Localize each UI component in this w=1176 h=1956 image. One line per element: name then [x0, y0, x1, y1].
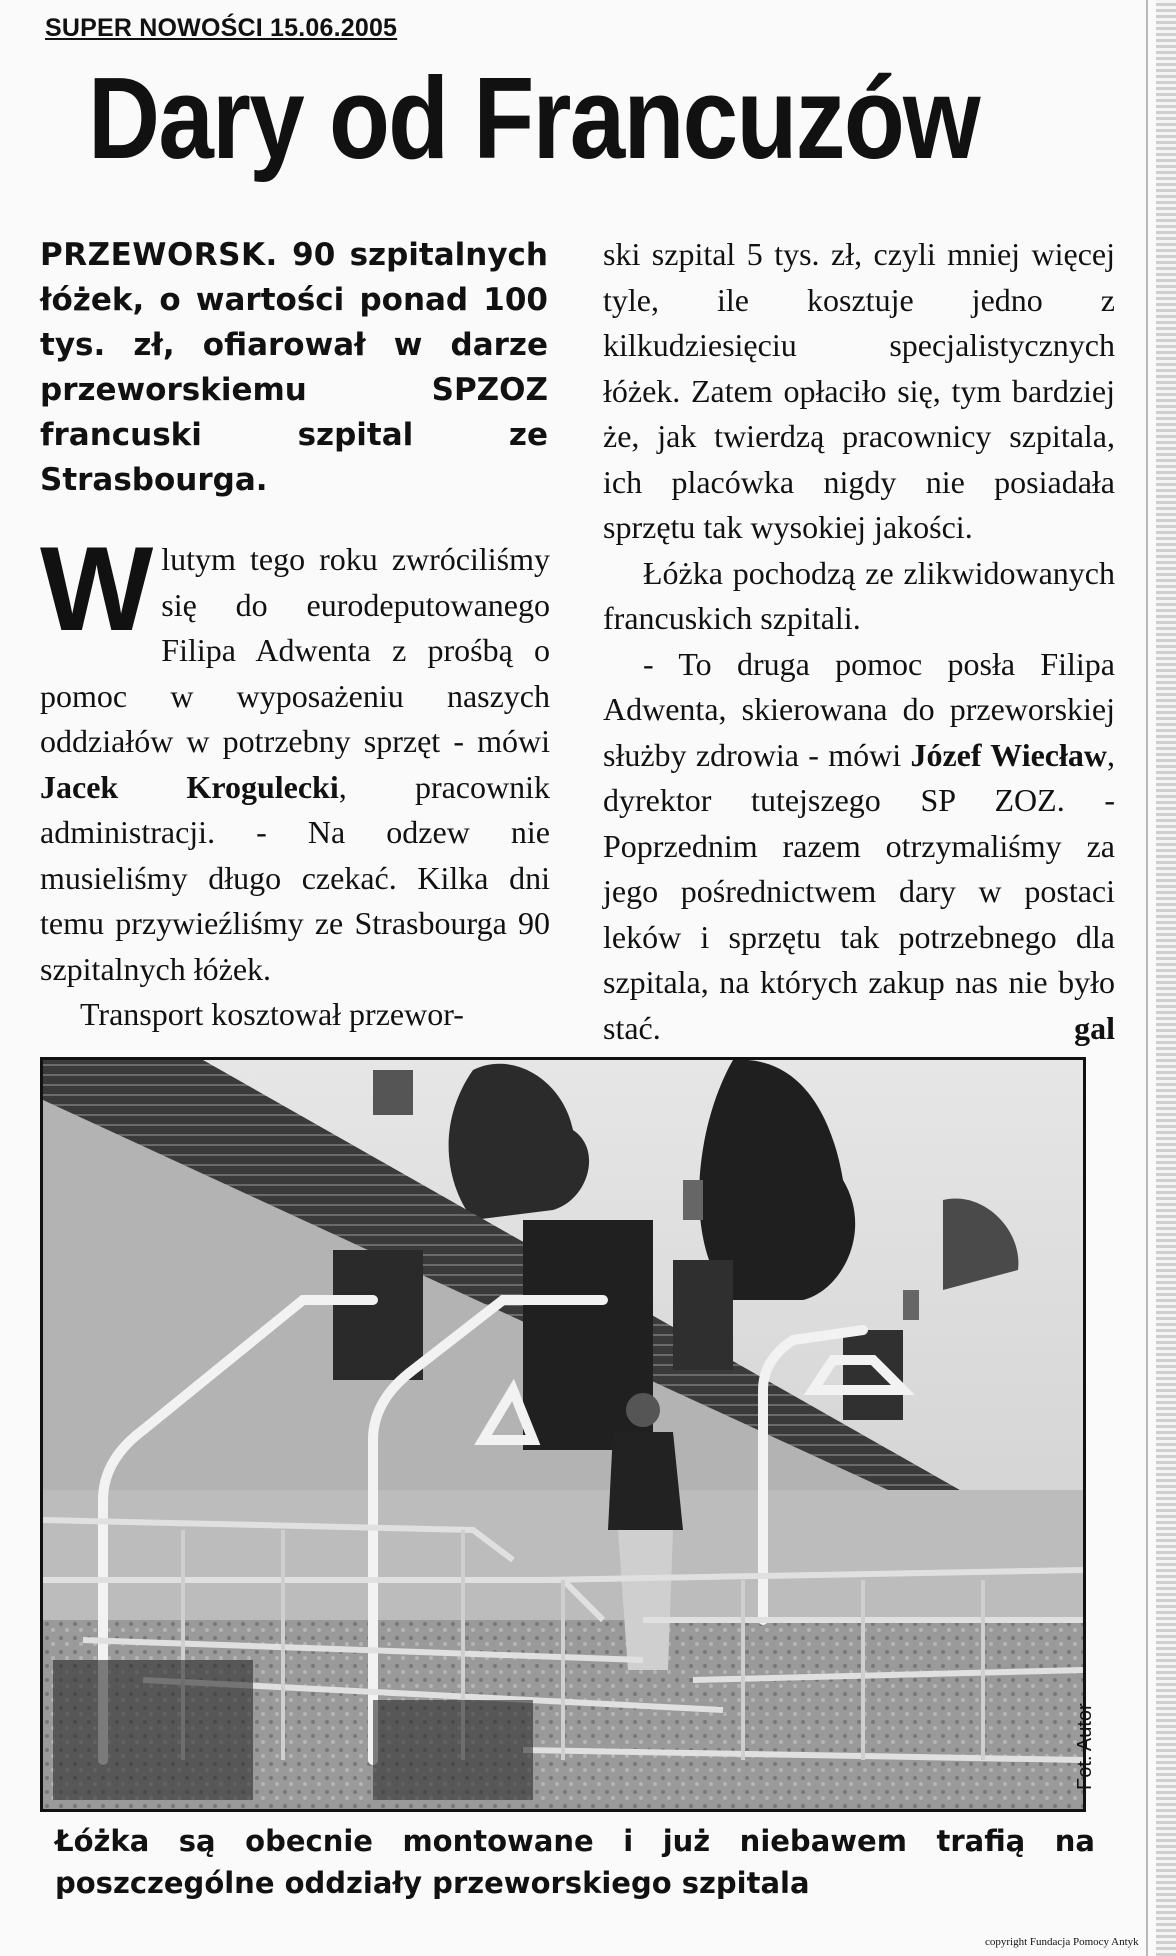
paragraph-1-text-a: lutym tego roku zwróciliśmy się do eurodeputowanego Filipa Adwenta z prośbą o pomoc w wyposażeniu naszych oddziałów w potrzebny sprzęt - mówi [40, 541, 550, 759]
page-edge [1156, 0, 1176, 1956]
lead-paragraph [40, 233, 548, 503]
person-name-1: Jacek Krogulecki [40, 768, 339, 805]
paragraph-4: Łóżka pochodzą ze zlikwidowanych francuskich szpitali. [603, 554, 1115, 636]
copyright-note: copyright Fundacja Pomocy Antyk [985, 1936, 1139, 1948]
article-column-left [40, 522, 550, 1038]
lead-text: 90 szpitalnych łóżek, o wartości ponad 100 tys. zł, ofiarował w darze przeworskiemu SPZOZ francuski szpital ze Strasbourga. [40, 237, 548, 498]
paragraph-5-text-a: - To druga pomoc posła Filipa Adwenta, skierowana do przeworskiej służby zdrowia - mówi [603, 645, 1115, 773]
lead-place: PRZEWORSK. [40, 237, 278, 273]
photo-credit: Fot. Autor [1074, 1703, 1096, 1790]
page-edge-line [1146, 0, 1148, 1956]
person-name-2: Józef Wiecław [910, 736, 1107, 773]
paragraph-5-text-b: , dyrektor tutejszego SP ZOZ. - Poprzednim razem otrzymaliśmy za jego pośrednictwem dary w postaci leków i sprzętu tak potrzebnego dla szpitala, na których zakup nas nie było stać. [603, 736, 1115, 1046]
headline: Dary od Francuzów [88, 53, 979, 183]
article-photo [40, 1057, 1086, 1812]
paragraph-2: Transport kosztował przewor- [80, 996, 464, 1032]
paragraph-3: ski szpital 5 tys. zł, czyli mniej więcej tyle, ile kosztuje jedno z kilkudziesięciu specjalistycznych łóżek. Zatem opłaciło się, tym bardziej że, jak twierdzą pracownicy szpitala, ich placówka nigdy nie posiadała sprzętu tak wysokiej jakości. [603, 236, 1115, 545]
paragraph-1 [40, 522, 550, 992]
author-signature: gal [1074, 1009, 1115, 1046]
paragraph-1-text-b: , pracownik administracji. - Na odzew nie musieliśmy długo czekać. Kilka dni temu przywieźliśmy ze Strasbourga 90 szpitalnych łóżek. [40, 768, 550, 987]
hospital-beds-photo [43, 1060, 1083, 1809]
photo-caption: Łóżka są obecnie montowane i już niebawem trafią na poszczególne oddziały przeworskiego szpitala [55, 1824, 1095, 1900]
article-column-right [603, 232, 1115, 1051]
paragraph-5 [603, 642, 1115, 1052]
source-label: SUPER NOWOŚCI 15.06.2005 [45, 14, 398, 42]
dropcap: W [40, 522, 152, 656]
